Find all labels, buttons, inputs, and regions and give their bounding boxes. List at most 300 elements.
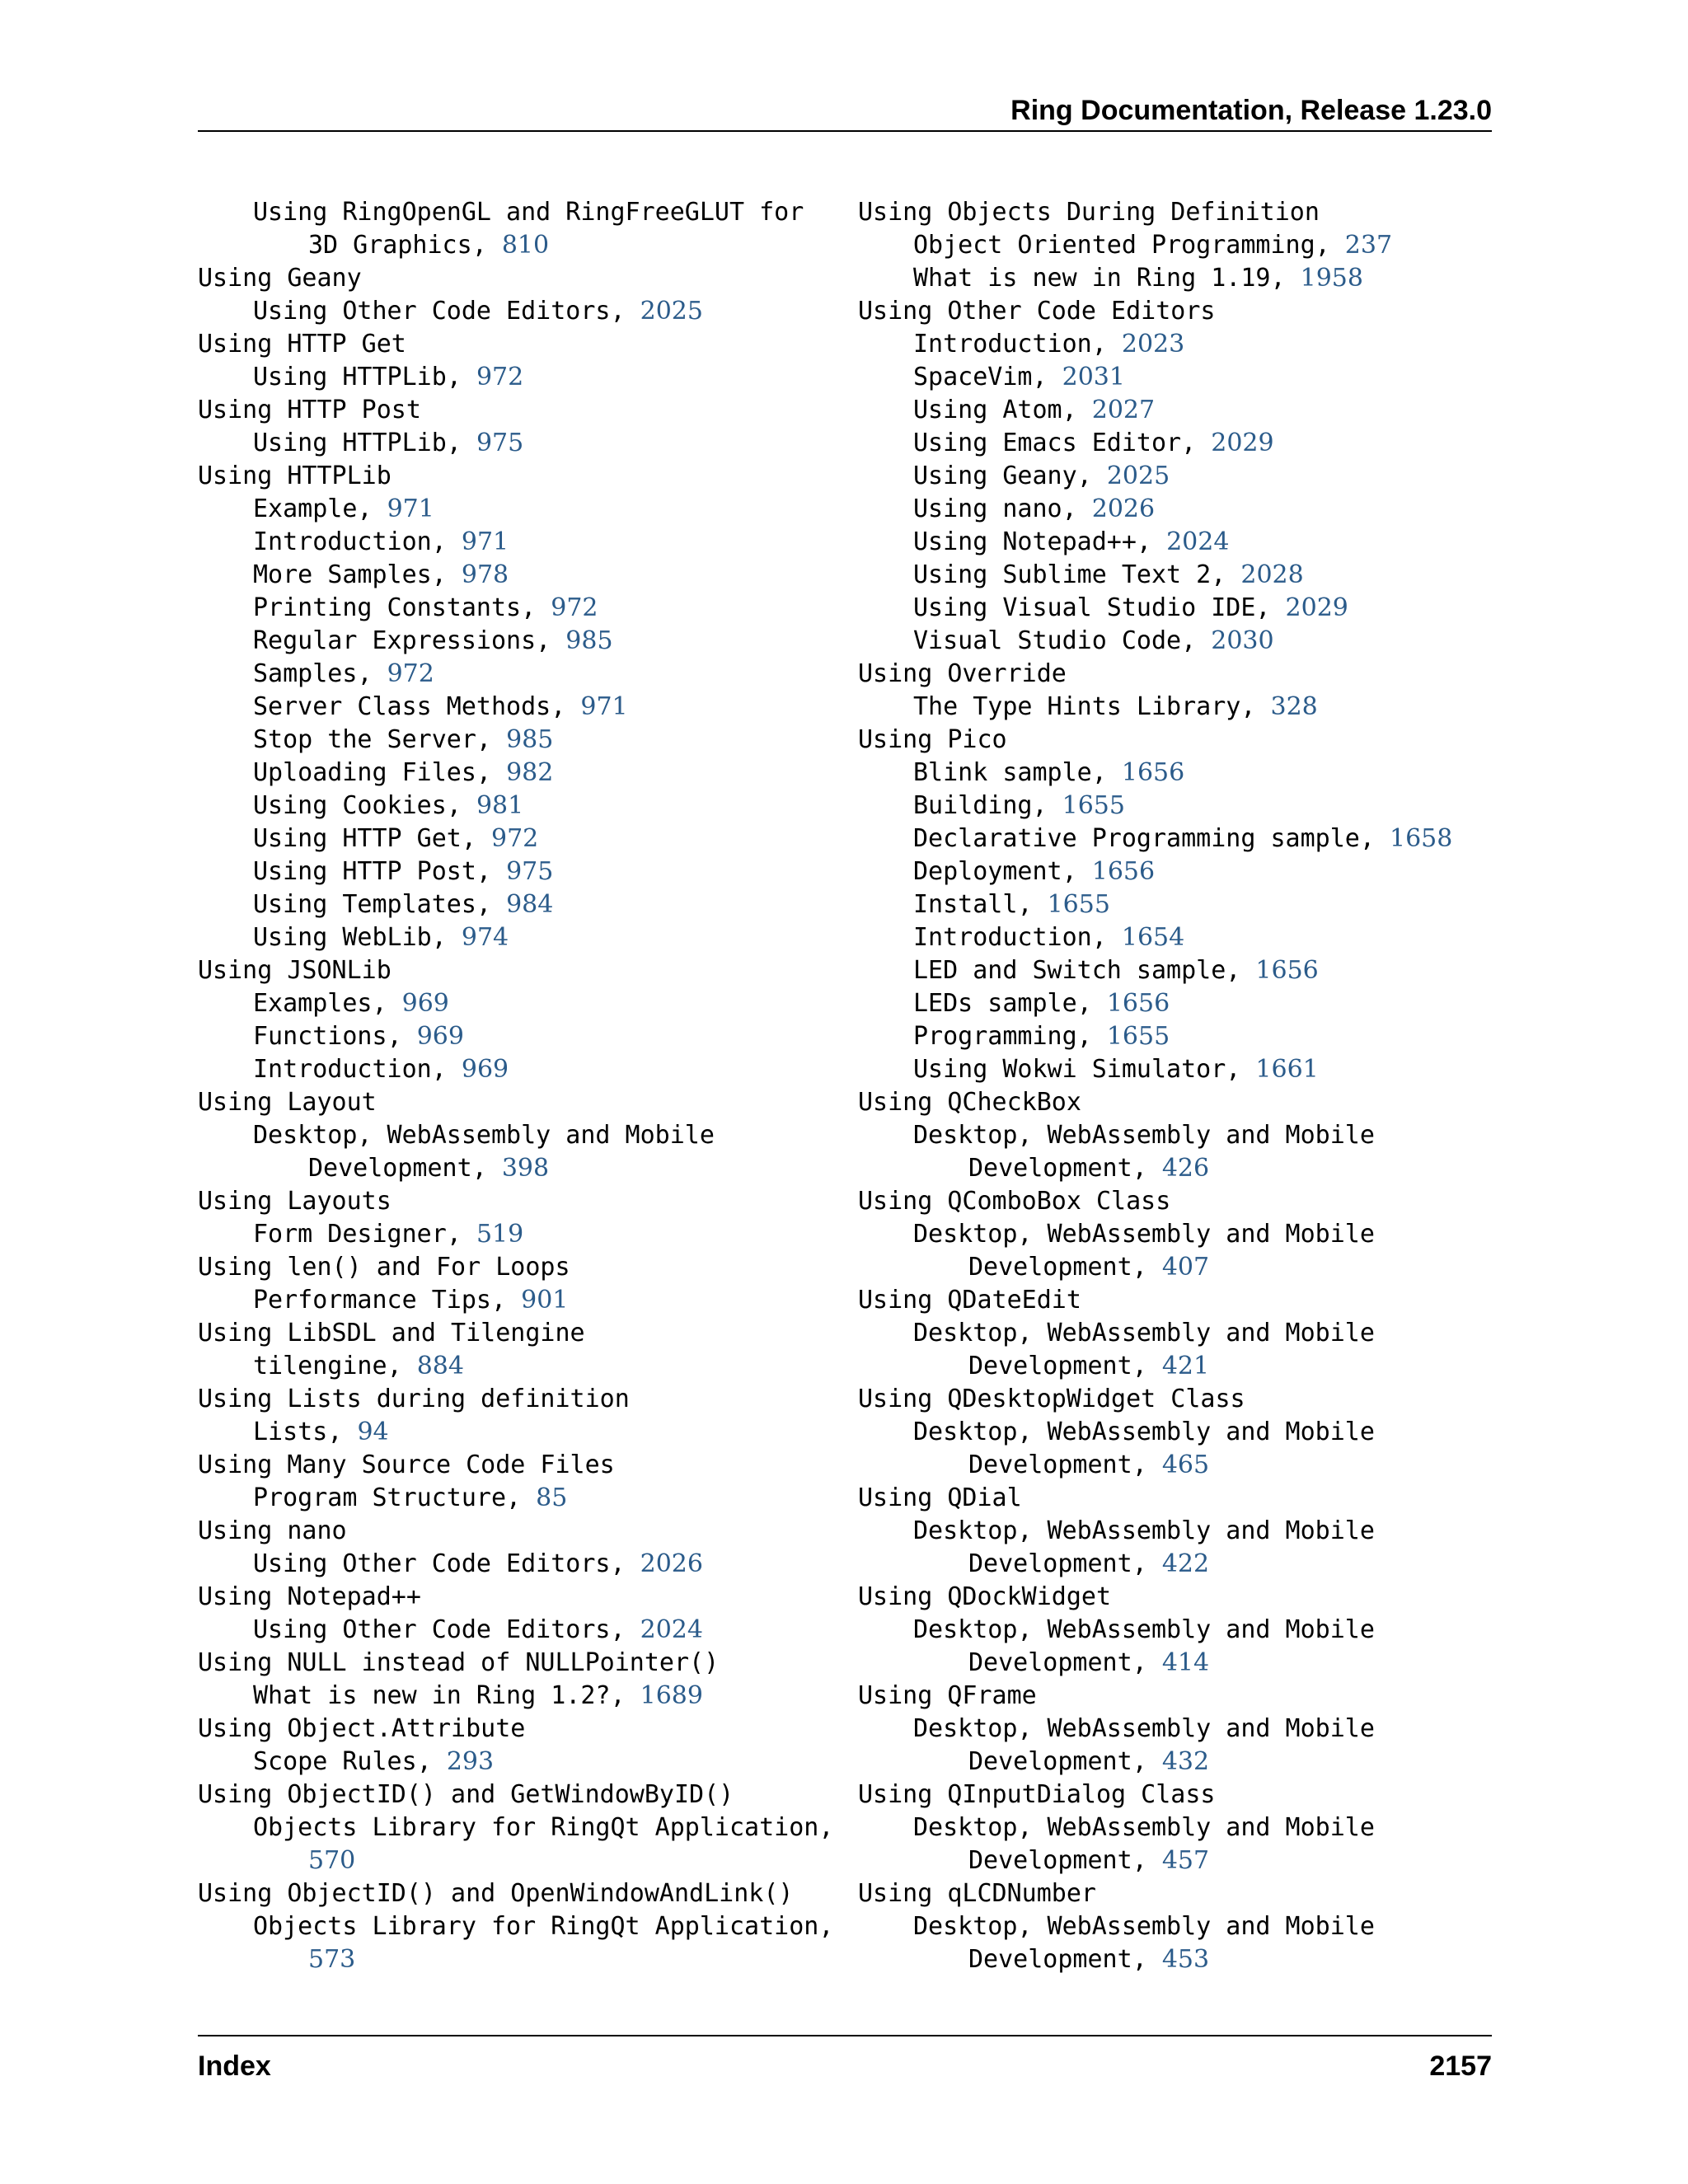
page-link[interactable]: 94: [357, 1418, 389, 1446]
index-term: [198, 460, 832, 493]
page-link[interactable]: 1654: [1121, 923, 1185, 952]
index-subentry: [858, 493, 1493, 526]
page-link[interactable]: 978: [461, 560, 509, 589]
separator: ,: [446, 363, 476, 391]
entry-text: Using QInputDialog Class: [858, 1780, 1216, 1809]
index-subentry: [198, 757, 832, 790]
page-link[interactable]: 293: [446, 1747, 495, 1776]
separator: ,: [610, 1681, 640, 1710]
page-link[interactable]: 2029: [1211, 429, 1274, 457]
separator: ,: [416, 1747, 447, 1776]
page-link[interactable]: 884: [416, 1352, 464, 1380]
separator: ,: [506, 1483, 537, 1512]
page-link[interactable]: 85: [536, 1483, 568, 1512]
separator: ,: [431, 527, 462, 556]
separator: ,: [1032, 791, 1062, 820]
entry-text: Samples: [253, 659, 358, 688]
index-subentry: [858, 460, 1493, 493]
index-subentry: [858, 1449, 1493, 1482]
index-subentry: [198, 691, 832, 724]
page-link[interactable]: 972: [551, 593, 598, 622]
index-subentry: [198, 1548, 832, 1581]
page-link[interactable]: 981: [476, 791, 524, 820]
index-subentry: [858, 1746, 1493, 1779]
entry-text: Server Class Methods: [253, 692, 551, 721]
page-link[interactable]: 974: [461, 923, 509, 952]
page-link[interactable]: 407: [1161, 1253, 1210, 1282]
page-link[interactable]: 519: [476, 1220, 524, 1249]
page-link[interactable]: 1656: [1121, 758, 1185, 787]
index-subentry: [198, 1614, 832, 1647]
page-link[interactable]: 1655: [1106, 1022, 1170, 1051]
entry-text: Desktop, WebAssembly and Mobile: [913, 1813, 1375, 1842]
index-column-right: [858, 196, 1493, 1976]
separator: ,: [461, 824, 491, 853]
entry-text: LED and Switch sample: [913, 956, 1226, 985]
separator: ,: [1132, 1945, 1162, 1974]
page-link[interactable]: 975: [506, 857, 554, 886]
entry-text: Using Objects During Definition: [858, 198, 1320, 227]
separator: ,: [476, 725, 507, 754]
entry-text: Functions: [253, 1022, 387, 1051]
index-term: [858, 1185, 1493, 1218]
separator: ,: [1132, 1154, 1162, 1183]
page-footer: [198, 2035, 1492, 2086]
index-subentry: [198, 1218, 832, 1251]
index-term: [198, 328, 832, 361]
entry-text: Introduction: [253, 1055, 432, 1084]
separator: ,: [1032, 363, 1062, 391]
page-link[interactable]: 982: [506, 758, 554, 787]
entry-text: Objects Library for RingQt Application,: [253, 1813, 834, 1842]
page-link[interactable]: 969: [461, 1055, 509, 1084]
index-subentry: [858, 1020, 1493, 1053]
index-term: [858, 658, 1493, 691]
index-term: [198, 1713, 832, 1746]
index-term: [198, 262, 832, 295]
entry-text: Using HTTP Post: [253, 857, 476, 886]
entry-text: Using Other Code Editors: [253, 1549, 611, 1578]
page-link[interactable]: 2030: [1211, 626, 1274, 655]
separator: ,: [357, 659, 387, 688]
entry-text: Using Geany: [198, 264, 362, 293]
index-subentry: [858, 691, 1493, 724]
page-link[interactable]: 2026: [1091, 494, 1156, 523]
separator: ,: [446, 429, 476, 457]
entry-text: Development: [968, 1846, 1132, 1875]
index-term: [198, 394, 832, 427]
entry-text: LEDs sample: [913, 989, 1077, 1018]
index-subentry: [198, 1053, 832, 1086]
index-subentry: [198, 625, 832, 658]
entry-text: Scope Rules: [253, 1747, 417, 1776]
page-link[interactable]: 421: [1161, 1352, 1210, 1380]
entry-text: Using Other Code Editors: [253, 297, 611, 326]
entry-text: Using LibSDL and Tilengine: [198, 1319, 585, 1347]
index-term: [858, 1284, 1493, 1317]
page-link[interactable]: 422: [1161, 1549, 1210, 1578]
page-link[interactable]: 969: [401, 989, 449, 1018]
page-link[interactable]: 2028: [1240, 560, 1304, 589]
separator: ,: [431, 1055, 462, 1084]
entry-text: Using HTTPLib: [253, 429, 447, 457]
separator: ,: [1132, 1352, 1162, 1380]
page-link[interactable]: 971: [461, 527, 509, 556]
index-subentry: [198, 790, 832, 823]
index-column-left: [198, 196, 832, 1976]
index-subentry: [858, 394, 1493, 427]
entry-text: Desktop, WebAssembly and Mobile: [913, 1121, 1375, 1150]
entry-text: Using HTTPLib: [253, 363, 447, 391]
entry-text: Blink sample: [913, 758, 1092, 787]
separator: ,: [1132, 1549, 1162, 1578]
entry-text: Introduction: [913, 923, 1092, 952]
index-term: [198, 1086, 832, 1119]
header-title: Ring Documentation, Release 1.23.0: [1010, 95, 1492, 126]
index-subentry: [198, 658, 832, 691]
page-link[interactable]: 972: [387, 659, 434, 688]
index-subentry: [858, 1350, 1493, 1383]
separator: ,: [1240, 692, 1271, 721]
separator: ,: [536, 626, 566, 655]
page-link[interactable]: 426: [1161, 1154, 1210, 1183]
entry-text: SpaceVim: [913, 363, 1033, 391]
separator: ,: [610, 1549, 640, 1578]
entry-text: Using len() and For Loops: [198, 1253, 570, 1282]
entry-text: Using Visual Studio IDE: [913, 593, 1256, 622]
index-term: [198, 1383, 832, 1416]
index-subentry: [198, 361, 832, 394]
page-link[interactable]: 975: [476, 429, 524, 457]
page-link[interactable]: 1958: [1300, 264, 1363, 293]
entry-text: 3D Graphics: [308, 231, 472, 260]
page-link[interactable]: 432: [1161, 1747, 1210, 1776]
page-link[interactable]: 2027: [1091, 396, 1156, 424]
index-subentry: [858, 1844, 1493, 1877]
page-link[interactable]: 1656: [1091, 857, 1156, 886]
separator: ,: [1136, 527, 1167, 556]
entry-text: What is new in Ring 1.19: [913, 264, 1271, 293]
separator: ,: [610, 297, 640, 326]
index-subentry: [858, 361, 1493, 394]
index-subentry: [198, 559, 832, 592]
entry-text: Using nano: [913, 494, 1062, 523]
entry-text: Using QFrame: [858, 1681, 1037, 1710]
index-term: [198, 1449, 832, 1482]
entry-text: Using QDateEdit: [858, 1286, 1081, 1315]
page-link[interactable]: 573: [308, 1945, 356, 1974]
page-link[interactable]: 1656: [1255, 956, 1319, 985]
entry-text: Development: [968, 1549, 1132, 1578]
index-subentry: [858, 1548, 1493, 1581]
index-term: [858, 1680, 1493, 1713]
entry-text: Using nano: [198, 1516, 347, 1545]
index-subentry: [198, 229, 832, 262]
index-term: [198, 1581, 832, 1614]
index-term: [198, 1251, 832, 1284]
separator: ,: [1091, 758, 1122, 787]
entry-text: Using Many Source Code Files: [198, 1451, 615, 1479]
entry-text: tilengine: [253, 1352, 387, 1380]
separator: ,: [1062, 857, 1092, 886]
index-subentry: [858, 1943, 1493, 1976]
index-subentry: [198, 921, 832, 954]
separator: ,: [1062, 494, 1092, 523]
entry-text: Using Sublime Text 2: [913, 560, 1212, 589]
index-subentry: [198, 1152, 832, 1185]
index-subentry: [198, 987, 832, 1020]
separator: ,: [1076, 462, 1107, 490]
index-subentry: [858, 823, 1493, 855]
page-link[interactable]: 971: [387, 494, 434, 523]
entry-text: Building: [913, 791, 1033, 820]
index-subentry: [198, 493, 832, 526]
entry-text: Using Geany: [913, 462, 1077, 490]
page-link[interactable]: 2025: [1106, 462, 1170, 490]
index-subentry: [198, 1844, 832, 1877]
separator: ,: [327, 1418, 358, 1446]
entry-text: Using HTTP Get: [253, 824, 462, 853]
page-link[interactable]: 984: [506, 890, 554, 919]
entry-text: Development: [308, 1154, 472, 1183]
page-link[interactable]: 1689: [640, 1681, 703, 1710]
index-term: [198, 1877, 832, 1910]
entry-text: Using WebLib: [253, 923, 432, 952]
index-subentry: [198, 1020, 832, 1053]
separator: ,: [1132, 1846, 1162, 1875]
separator: ,: [1076, 989, 1107, 1018]
entry-text: Development: [968, 1648, 1132, 1677]
index-subentry: [858, 1119, 1493, 1152]
separator: ,: [471, 231, 502, 260]
entry-text: Uploading Files: [253, 758, 476, 787]
entry-text: Desktop, WebAssembly and Mobile: [913, 1714, 1375, 1743]
separator: ,: [610, 1615, 640, 1644]
entry-text: Using Lists during definition: [198, 1385, 630, 1413]
entry-text: Using QComboBox Class: [858, 1187, 1171, 1216]
entry-text: Using HTTP Post: [198, 396, 421, 424]
entry-text: Introduction: [253, 527, 432, 556]
index-subentry: [198, 823, 832, 855]
page-link[interactable]: 1655: [1062, 791, 1125, 820]
index-subentry: [858, 1811, 1493, 1844]
entry-text: Desktop, WebAssembly and Mobile: [253, 1121, 715, 1150]
entry-text: Declarative Programming sample: [913, 824, 1360, 853]
entry-text: Development: [968, 1451, 1132, 1479]
page-link[interactable]: 237: [1344, 231, 1393, 260]
entry-text: Using qLCDNumber: [858, 1879, 1096, 1908]
entry-text: Program Structure: [253, 1483, 507, 1512]
separator: ,: [1226, 956, 1256, 985]
index-subentry: [198, 1811, 832, 1844]
index-term: [858, 724, 1493, 757]
entry-text: Using Emacs Editor: [913, 429, 1182, 457]
separator: ,: [372, 989, 402, 1018]
separator: ,: [1017, 890, 1048, 919]
entry-text: Object Oriented Programming: [913, 231, 1315, 260]
index-subentry: [858, 1152, 1493, 1185]
page-link[interactable]: 2024: [1166, 527, 1230, 556]
entry-text: Using QCheckBox: [858, 1088, 1081, 1117]
index-subentry: [198, 295, 832, 328]
separator: ,: [1211, 560, 1241, 589]
entry-text: Using Templates: [253, 890, 476, 919]
entry-text: Using Cookies: [253, 791, 447, 820]
index-subentry: [198, 1284, 832, 1317]
entry-text: Desktop, WebAssembly and Mobile: [913, 1516, 1375, 1545]
index-subentry: [858, 888, 1493, 921]
separator: ,: [387, 1352, 417, 1380]
page-link[interactable]: 457: [1161, 1846, 1210, 1875]
index-subentry: [858, 757, 1493, 790]
index-subentry: [858, 1910, 1493, 1943]
entry-text: Using Notepad++: [913, 527, 1137, 556]
index-term: [858, 1877, 1493, 1910]
index-subentry: [198, 196, 832, 229]
page-link[interactable]: 570: [308, 1846, 356, 1875]
entry-text: Using JSONLib: [198, 956, 392, 985]
separator: ,: [1181, 429, 1212, 457]
index-term: [858, 1779, 1493, 1811]
separator: ,: [1062, 396, 1092, 424]
entry-text: Development: [968, 1154, 1132, 1183]
separator: ,: [476, 857, 507, 886]
page-number: 2157: [1429, 2050, 1492, 2082]
page-link[interactable]: 972: [491, 824, 539, 853]
separator: ,: [1255, 593, 1286, 622]
index-subentry: [858, 1251, 1493, 1284]
index-subentry: [858, 855, 1493, 888]
entry-text: Desktop, WebAssembly and Mobile: [913, 1912, 1375, 1941]
entry-text: The Type Hints Library: [913, 692, 1241, 721]
index-subentry: [858, 262, 1493, 295]
index-subentry: [858, 1218, 1493, 1251]
page-link[interactable]: 2031: [1062, 363, 1125, 391]
index-subentry: [858, 625, 1493, 658]
separator: ,: [551, 692, 581, 721]
index-subentry: [198, 1416, 832, 1449]
separator: ,: [1132, 1648, 1162, 1677]
entry-text: Development: [968, 1747, 1132, 1776]
entry-text: Stop the Server: [253, 725, 476, 754]
page-link[interactable]: 2029: [1285, 593, 1348, 622]
index-subentry: [858, 1647, 1493, 1680]
page-link[interactable]: 2023: [1121, 330, 1185, 359]
page-link[interactable]: 414: [1161, 1648, 1210, 1677]
separator: ,: [431, 923, 462, 952]
separator: ,: [1270, 264, 1301, 293]
entry-text: Using Layouts: [198, 1187, 392, 1216]
separator: ,: [1181, 626, 1212, 655]
separator: ,: [431, 560, 462, 589]
entry-text: Using NULL instead of NULLPointer(): [198, 1648, 720, 1677]
page-link[interactable]: 453: [1161, 1945, 1210, 1974]
page-link[interactable]: 1655: [1047, 890, 1110, 919]
page-link[interactable]: 2024: [640, 1615, 703, 1644]
page-link[interactable]: 1656: [1106, 989, 1170, 1018]
page-link[interactable]: 901: [521, 1286, 569, 1315]
entry-text: Install: [913, 890, 1018, 919]
index-term: [198, 1515, 832, 1548]
separator: ,: [1091, 923, 1122, 952]
entry-text: Visual Studio Code: [913, 626, 1182, 655]
page-link[interactable]: 1658: [1389, 824, 1453, 853]
entry-text: Using Object.Attribute: [198, 1714, 526, 1743]
entry-text: Desktop, WebAssembly and Mobile: [913, 1220, 1375, 1249]
index-subentry: [858, 526, 1493, 559]
page-link[interactable]: 810: [501, 231, 550, 260]
entry-text: Form Designer: [253, 1220, 447, 1249]
separator: ,: [1315, 231, 1345, 260]
entry-text: Lists: [253, 1418, 328, 1446]
index-subentry: [858, 328, 1493, 361]
entry-text: Using ObjectID() and OpenWindowAndLink(): [198, 1879, 794, 1908]
index-subentry: [198, 1482, 832, 1515]
page-link[interactable]: 972: [476, 363, 524, 391]
entry-text: Using ObjectID() and GetWindowByID(): [198, 1780, 734, 1809]
index-term: [198, 1185, 832, 1218]
entry-text: Example: [253, 494, 358, 523]
entry-text: Desktop, WebAssembly and Mobile: [913, 1615, 1375, 1644]
separator: ,: [1132, 1451, 1162, 1479]
page-link[interactable]: 465: [1161, 1451, 1210, 1479]
index-subentry: [858, 1515, 1493, 1548]
separator: ,: [1359, 824, 1390, 853]
index-subentry: [858, 1053, 1493, 1086]
entry-text: Deployment: [913, 857, 1062, 886]
entry-text: Regular Expressions: [253, 626, 537, 655]
index-subentry: [858, 559, 1493, 592]
entry-text: Using RingOpenGL and RingFreeGLUT for: [253, 198, 804, 227]
index-subentry: [198, 1746, 832, 1779]
entry-text: Objects Library for RingQt Application,: [253, 1912, 834, 1941]
index-subentry: [858, 1317, 1493, 1350]
separator: ,: [476, 758, 507, 787]
index-subentry: [858, 427, 1493, 460]
entry-text: Using Wokwi Simulator: [913, 1055, 1226, 1084]
separator: ,: [1132, 1747, 1162, 1776]
entry-text: Examples: [253, 989, 373, 1018]
entry-text: Using HTTPLib: [198, 462, 392, 490]
index-subentry: [858, 987, 1493, 1020]
entry-text: Development: [968, 1352, 1132, 1380]
entry-text: Desktop, WebAssembly and Mobile: [913, 1418, 1375, 1446]
entry-text: Using HTTP Get: [198, 330, 406, 359]
entry-text: Development: [968, 1253, 1132, 1282]
page-link[interactable]: 969: [416, 1022, 464, 1051]
index-subentry: [858, 1713, 1493, 1746]
index-term: [858, 295, 1493, 328]
index-subentry: [198, 1910, 832, 1943]
index-term: [858, 196, 1493, 229]
page-link[interactable]: 971: [580, 692, 628, 721]
index-subentry: [198, 888, 832, 921]
page-link[interactable]: 985: [506, 725, 554, 754]
index-subentry: [198, 427, 832, 460]
separator: ,: [446, 791, 476, 820]
page-link[interactable]: 1661: [1255, 1055, 1319, 1084]
entry-text: Programming: [913, 1022, 1077, 1051]
entry-text: Using Pico: [858, 725, 1007, 754]
index-subentry: [858, 921, 1493, 954]
page-link[interactable]: 2025: [640, 297, 703, 326]
page-link[interactable]: 328: [1270, 692, 1318, 721]
page-link[interactable]: 2026: [640, 1549, 703, 1578]
page-link[interactable]: 398: [501, 1154, 550, 1183]
separator: ,: [387, 1022, 417, 1051]
page-link[interactable]: 985: [565, 626, 613, 655]
entry-text: Introduction: [913, 330, 1092, 359]
